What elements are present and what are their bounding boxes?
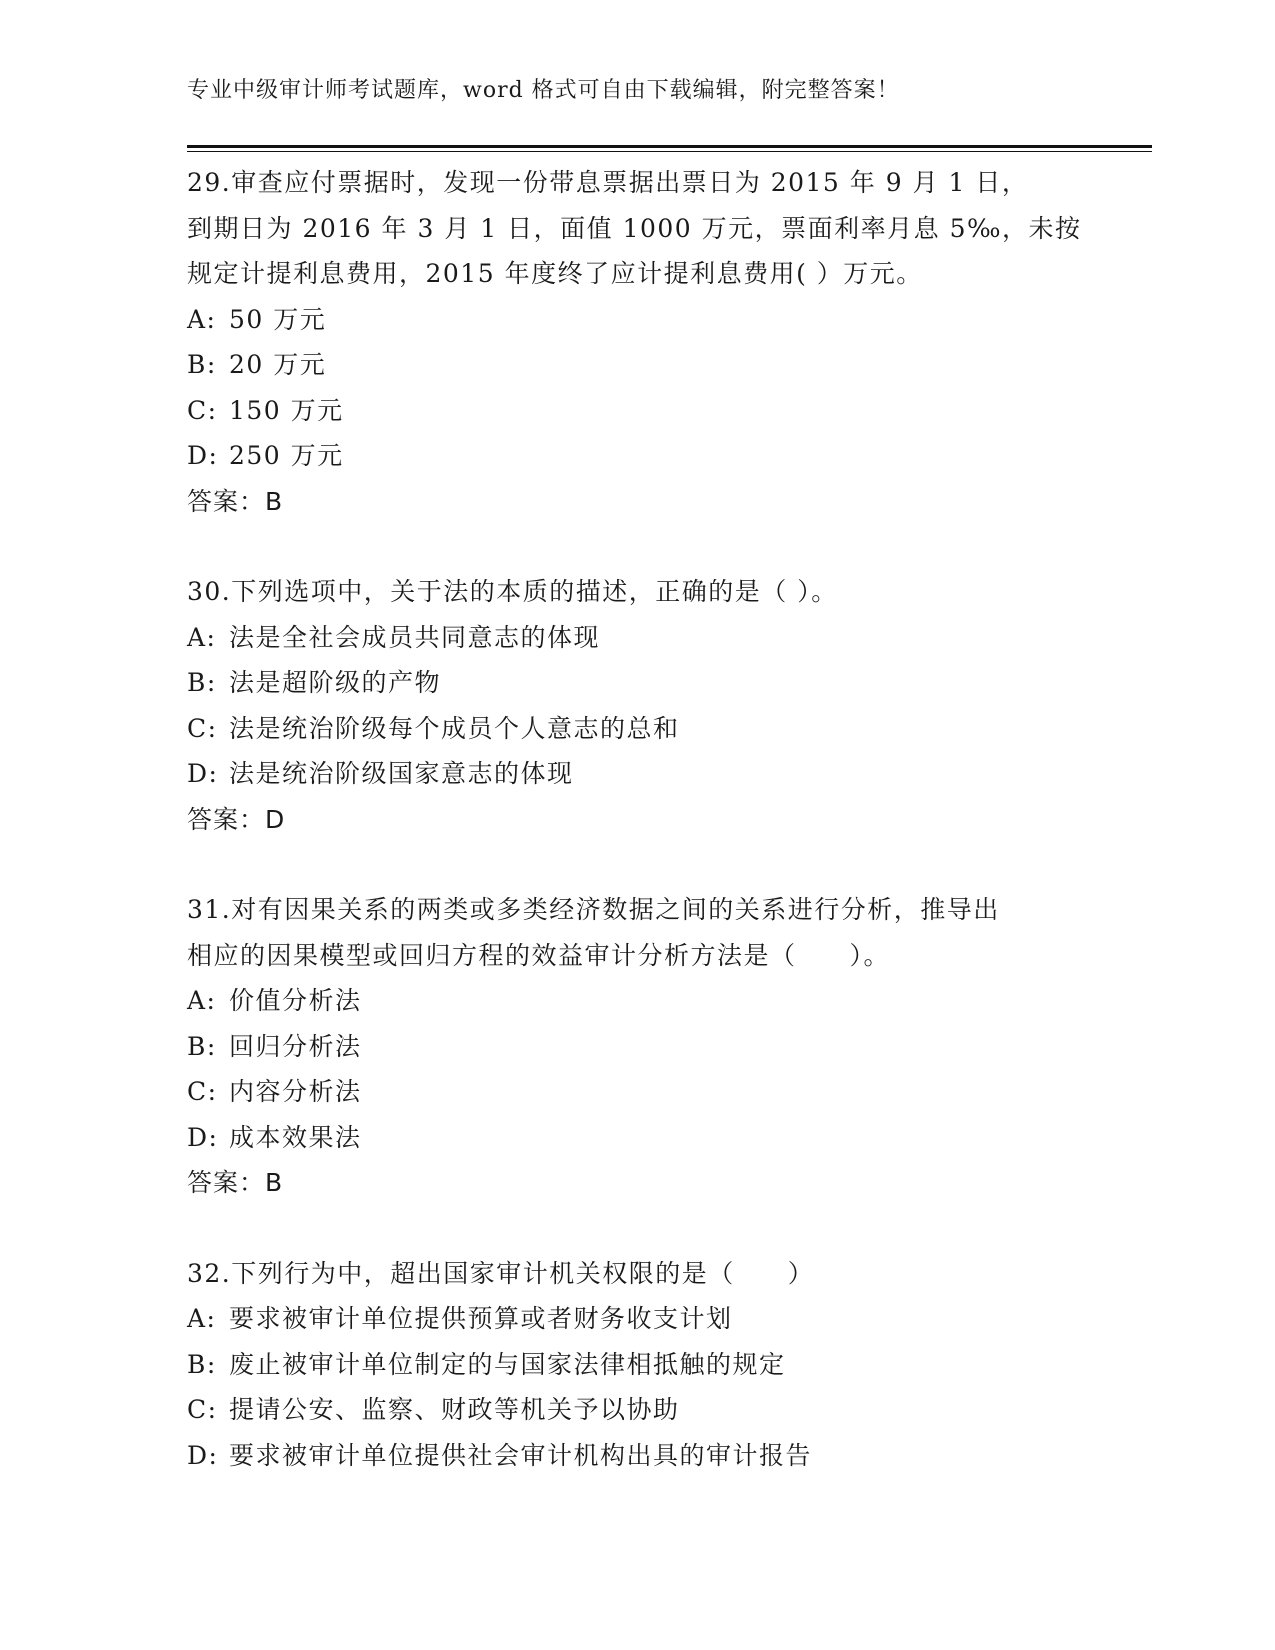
option-key: C: [187,713,218,743]
answer-label: 答案：B [187,486,284,516]
option-key: A: [187,622,217,652]
option-text: 提请公安、监察、财政等机关予以协助 [229,1395,680,1424]
option-key: A: [187,1304,217,1333]
question-stem-line: 到期日为 2016 年 3 月 1 日，面值 1000 万元，票面利率月息 5‰，未按 [187,213,1082,243]
option-key: B: [187,1349,217,1379]
option-c [187,1069,1087,1115]
question-stem-line: 规定计提利息费用，2015 年度终了应计提利息费用( ）万元。 [187,259,923,288]
option-b [187,342,1087,388]
option-key: C: [187,1077,218,1106]
spacer [187,842,1087,887]
question-stem-line: 31.对有因果关系的两类或多类经济数据之间的关系进行分析，推导出 [187,895,1000,924]
option-d [187,1115,1087,1161]
question-stem-line: 29.审查应付票据时，发现一份带息票据出票日为 2015 年 9 月 1 日， [187,168,1029,197]
option-text: 内容分析法 [229,1077,362,1106]
option-key: D: [187,759,219,788]
option-a [187,1296,1087,1342]
answer-label: 答案：D [187,804,286,834]
option-b [187,1024,1087,1070]
option-key: D: [187,441,219,470]
option-text: 250 万元 [229,441,344,470]
option-key: D: [187,1440,219,1470]
option-text: 回归分析法 [229,1031,362,1061]
option-key: B: [187,350,217,379]
question-30 [187,569,1087,842]
option-c [187,388,1087,434]
option-text: 20 万元 [229,350,327,379]
option-b [187,660,1087,706]
option-text: 要求被审计单位提供预算或者财务收支计划 [229,1304,733,1333]
option-c [187,706,1087,752]
option-d [187,1433,1087,1479]
question-stem-line: 30.下列选项中，关于法的本质的描述，正确的是（ ）。 [187,577,838,606]
question-stem-line: 相应的因果模型或回归方程的效益审计分析方法是（ ）。 [187,940,891,970]
spacer [187,1206,1087,1251]
option-text: 150 万元 [229,395,344,425]
option-c [187,1387,1087,1433]
option-text: 法是统治阶级国家意志的体现 [229,759,574,788]
option-a [187,978,1087,1024]
option-d [187,433,1087,479]
option-text: 废止被审计单位制定的与国家法律相抵触的规定 [229,1349,786,1379]
question-list [187,160,1087,1478]
option-key: C: [187,1395,218,1424]
option-key: B: [187,668,217,697]
option-text: 价值分析法 [229,986,362,1015]
header-divider-thin [187,151,1152,152]
option-text: 法是统治阶级每个成员个人意志的总和 [229,713,680,743]
option-text: 法是全社会成员共同意志的体现 [229,622,601,652]
answer-label: 答案：B [187,1168,284,1197]
option-b [187,1342,1087,1388]
option-a [187,615,1087,661]
option-key: A: [187,304,217,334]
option-a [187,297,1087,343]
question-stem-line: 32.下列行为中，超出国家审计机关权限的是（ ） [187,1258,815,1288]
option-d [187,751,1087,797]
option-text: 法是超阶级的产物 [229,668,442,697]
header-note: 专业中级审计师考试题库，word 格式可自由下载编辑，附完整答案！ [187,78,900,103]
option-text: 要求被审计单位提供社会审计机构出具的审计报告 [229,1440,813,1470]
question-31 [187,887,1087,1206]
option-key: D: [187,1122,219,1152]
header-divider [187,145,1152,148]
option-text: 50 万元 [229,304,327,334]
option-key: C: [187,395,218,425]
spacer [187,524,1087,569]
question-29 [187,160,1087,524]
option-key: A: [187,986,217,1015]
option-text: 成本效果法 [229,1122,362,1152]
option-key: B: [187,1031,217,1061]
question-32 [187,1251,1087,1479]
